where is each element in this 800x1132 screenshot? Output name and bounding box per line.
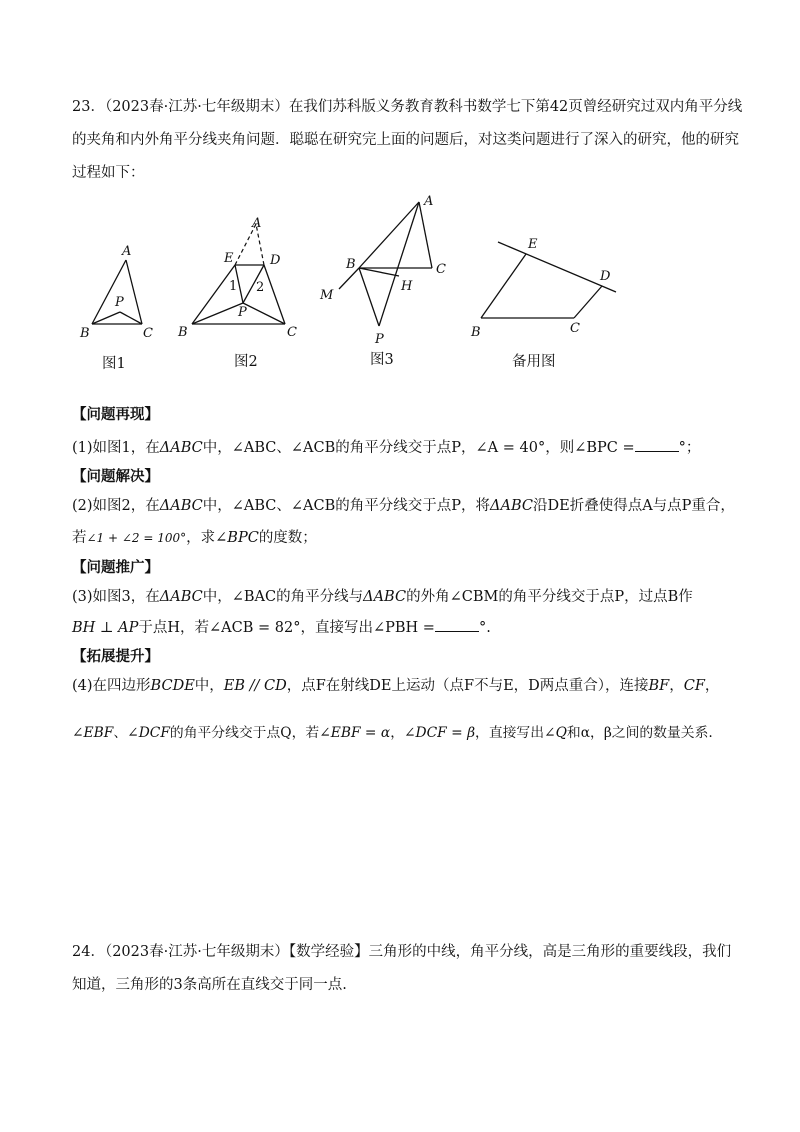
s2-text-a: (2)如图2，在 (72, 498, 160, 514)
s3-text-b: 于点H，若∠ACB = 82°，直接写出∠PBH = (138, 620, 435, 636)
section-4-line-1 (72, 676, 719, 696)
fig1-label-b: B (80, 326, 90, 341)
figure-1 (74, 238, 164, 348)
s2-math-triangle-1: ΔABC (159, 498, 203, 514)
fig3-label-m: M (320, 288, 334, 303)
s4-text-g: ， (669, 678, 684, 694)
s1-text-a: (1)如图1，在 (72, 440, 160, 456)
q23-line-2: 的夹角和内外角平分线夹角问题．聪聪在研究完上面的问题后，对这类问题进行了深入的研究，他的研究 (72, 132, 739, 148)
s4-math-dcf-beta: ∠DCF = β (403, 725, 476, 741)
s4-math-cf: CF (683, 678, 705, 694)
s4-math-ebf: ∠EBF (72, 725, 114, 741)
fig2-label-e: E (224, 251, 234, 266)
s2-text-find: ，求 (186, 530, 216, 546)
fig3-label-a: A (424, 194, 434, 209)
s4-math-parallel: EB // CD (223, 678, 287, 694)
section-3-line-2 (72, 617, 491, 638)
s4-text-a: (4)在四边形 (72, 678, 151, 694)
s4-text-j: 和α，β之间的数量关系. (566, 725, 713, 741)
fig2-label-a: A (252, 216, 262, 231)
section-2-title: 【问题解决】 (72, 468, 159, 485)
s1-text-c: 中，∠ABC、∠ACB的角平分线交于点P，∠A = 40°，则∠BPC = (202, 440, 635, 456)
fig1-caption: 图1 (102, 356, 126, 372)
fig4-label-e: E (528, 237, 538, 252)
q24-line-2: 知道，三角形的3条高所在直线交于同一点. (72, 977, 347, 993)
fig2-label-d: D (270, 253, 281, 268)
s4-text-h: ，直接写出 (475, 725, 545, 741)
fig3-label-b: B (346, 257, 356, 272)
section-1-text (72, 437, 700, 458)
s2-math-bpc: ∠BPC (215, 530, 259, 546)
figure-spare (466, 232, 626, 342)
s1-math-triangle: ΔABC (159, 440, 203, 456)
s4-text-b: 、 (113, 725, 128, 741)
s4-math-bcde: BCDE (150, 678, 195, 694)
fig2-label-c: C (287, 325, 297, 340)
section-3-title: 【问题推广】 (72, 559, 159, 576)
s3-answer-blank[interactable] (435, 617, 479, 632)
fig2-label-1: 1 (229, 279, 238, 294)
fig4-label-c: C (570, 321, 580, 336)
fig1-label-a: A (122, 244, 132, 259)
s2-math-angle-sum: ∠1 + ∠2 = 100° (86, 531, 187, 545)
s2-math-triangle-2: ΔABC (490, 498, 533, 514)
fig2-caption: 图2 (234, 354, 258, 370)
s3-math-triangle-2: ΔABC (363, 589, 407, 605)
s3-text-c: 中，∠BAC的角平分线与 (202, 589, 364, 605)
fig2-label-2: 2 (256, 280, 265, 295)
q24-line-1: 24．（2023春·江苏·七年级期末）【数学经验】三角形的中线，角平分线，高是三角形的重要线段，我们 (72, 944, 732, 960)
fig2-label-b: B (178, 325, 188, 340)
section-4-line-2 (72, 723, 713, 743)
figure-3 (314, 190, 464, 350)
fig2-label-p: P (238, 305, 247, 320)
s1-answer-blank[interactable] (635, 437, 679, 452)
section-2-line-2 (72, 528, 317, 548)
s2-text-e: 沿DE折叠使得点A与点P重合， (532, 498, 735, 514)
s3-math-bh-ap: BH ⊥ AP (72, 620, 139, 636)
s2-text-if: 若 (72, 530, 87, 546)
s3-math-triangle-1: ΔABC (159, 589, 203, 605)
section-4-title: 【拓展提升】 (72, 648, 159, 665)
s3-text-a: (3)如图3，在 (72, 589, 160, 605)
fig3-caption: 图3 (370, 352, 394, 368)
fig4-label-b: B (471, 325, 481, 340)
q23-line-1: 23．（2023春·江苏·七年级期末）在我们苏科版义务教育教科书数学七下第42页曾经研究过双内角平分线 (72, 99, 743, 115)
section-1-title: 【问题再现】 (72, 406, 159, 423)
s4-text-c: 中， (194, 678, 224, 694)
s2-text-degree: 的度数； (258, 530, 317, 546)
s4-math-bf: BF (648, 678, 670, 694)
s1-text-d: °； (678, 440, 701, 456)
s2-text-c: 中，∠ABC、∠ACB的角平分线交于点P，将 (202, 498, 491, 514)
s3-text-c2: °. (478, 620, 491, 636)
s4-math-dcf: ∠DCF (127, 725, 170, 741)
fig1-label-p: P (115, 295, 124, 310)
q23-line-3: 过程如下： (72, 165, 145, 181)
fig3-label-h: H (401, 279, 413, 294)
fig3-label-p: P (375, 332, 384, 347)
s3-text-e: 的外角∠CBM的角平分线交于点P，过点B作 (406, 589, 693, 605)
fig3-label-c: C (436, 262, 446, 277)
s4-text-f: ， (390, 725, 404, 741)
s4-math-q: ∠Q (544, 725, 567, 741)
s4-text-d: 的角平分线交于点Q，若 (169, 725, 320, 741)
fig4-caption: 备用图 (512, 354, 556, 370)
s4-math-ebf-alpha: ∠EBF = α (319, 725, 391, 741)
section-2-line-1 (72, 496, 735, 516)
section-3-line-1 (72, 587, 693, 607)
s4-text-e: ，点F在射线DE上运动（点F不与E，D两点重合），连接 (286, 678, 649, 694)
s4-text-i: ， (704, 678, 720, 694)
fig1-label-c: C (143, 326, 153, 341)
fig4-label-d: D (600, 269, 611, 284)
figure-2 (174, 212, 314, 347)
